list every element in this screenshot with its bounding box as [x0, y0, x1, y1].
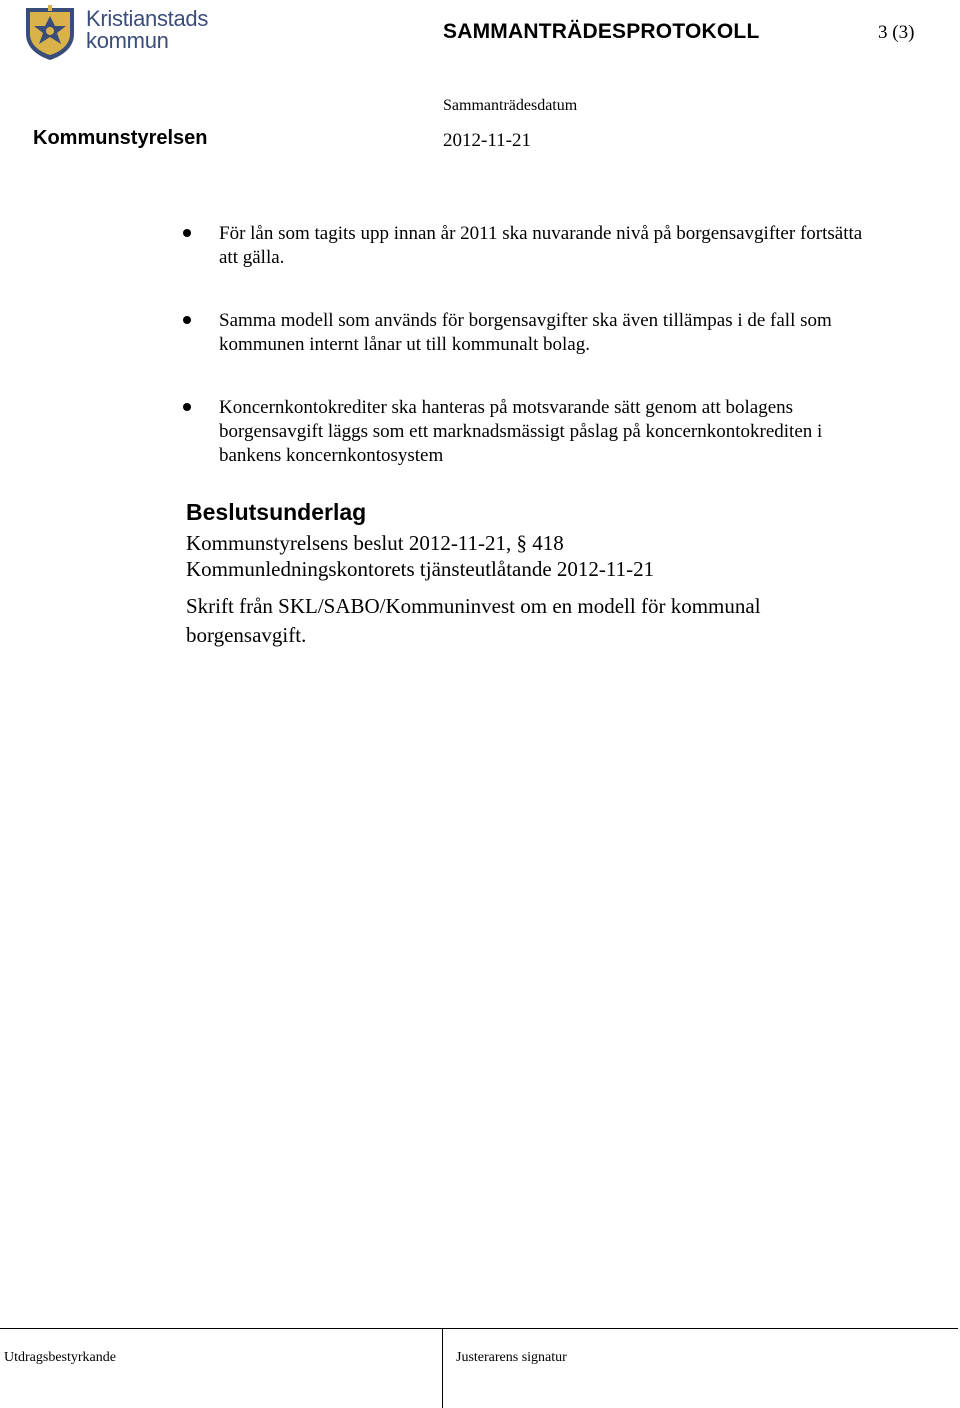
list-item-text: Koncernkontokrediter ska hanteras på motsvarande sätt genom att bolagens borgensavgift läggs som ett marknadsmässigt påslag på koncernkontokrediten i bankens koncernkontosystem [219, 397, 823, 466]
list-item-text: För lån som tagits upp innan år 2011 ska nuvarande nivå på borgensavgifter fortsätta att gälla. [219, 223, 863, 268]
basis-item: Kommunledningskontorets tjänsteutlåtande 2012-11-21 [186, 557, 655, 581]
list-item [180, 309, 880, 357]
section-heading-basis: Beslutsunderlag [186, 499, 367, 525]
footer-divider [442, 1328, 443, 1408]
meeting-date: 2012-11-21 [443, 130, 531, 151]
department-name: Kommunstyrelsen [33, 127, 208, 149]
basis-item: Skrift från SKL/SABO/Kommuninvest om en modell för kommunal borgensavgift. [186, 594, 761, 647]
list-item [180, 222, 880, 270]
logo-name-line-1: Kristianstads [86, 6, 209, 31]
bullet-icon [183, 403, 191, 411]
bullet-icon [183, 229, 191, 237]
footer-rule [0, 1328, 958, 1329]
coat-of-arms-icon [22, 4, 78, 62]
basis-item: Kommunstyrelsens beslut 2012-11-21, § 418 [186, 531, 564, 555]
footer-certification-label: Utdragsbestyrkande [4, 1350, 116, 1365]
municipality-logo [22, 4, 208, 62]
list-item-text: Samma modell som används för borgensavgifter ska även tillämpas i de fall som kommunen internt lånar ut till kommunalt bolag. [219, 310, 832, 355]
footer-signature-label: Justerarens signatur [456, 1350, 567, 1365]
decision-basis [186, 530, 926, 650]
logo-name-line-2: kommun [86, 28, 169, 53]
bullet-icon [183, 316, 191, 324]
page-number: 3 (3) [878, 22, 915, 43]
list-item [180, 396, 880, 468]
document-title: SAMMANTRÄDESPROTOKOLL [443, 20, 760, 43]
meeting-date-label: Sammanträdesdatum [443, 97, 578, 114]
decision-bullet-list [180, 222, 880, 507]
